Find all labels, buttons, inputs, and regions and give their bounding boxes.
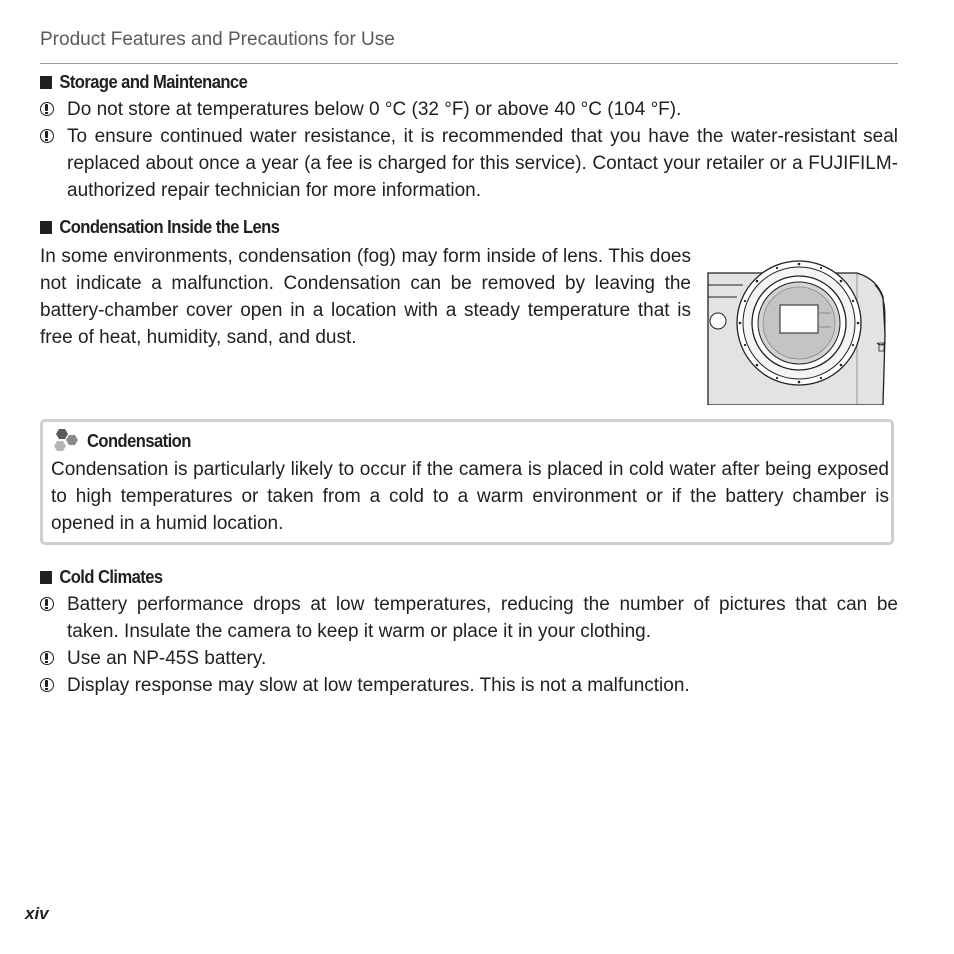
page-number: xiv — [25, 904, 49, 923]
running-header: Product Features and Precautions for Use — [40, 29, 395, 50]
list-item-text: Do not store at temperatures below 0 °C (32 °F) or above 40 °C (104 °F). — [67, 99, 682, 120]
square-bullet-icon — [40, 221, 52, 234]
list-item — [40, 672, 898, 699]
list-item-text: Display response may slow at low temperatures. This is not a malfunction. — [67, 675, 690, 696]
cold-climates-heading — [40, 567, 163, 588]
list-item-text: To ensure continued water resistance, it is recommended that you have the water-resistant seal replaced about once a year (a fee is charged for this service). Contact your retailer or a FUJIFILM-authorized repair technician for more information. — [67, 126, 898, 201]
header-divider — [40, 63, 898, 64]
caution-icon — [40, 597, 54, 611]
condensation-lens-heading — [40, 217, 279, 238]
list-item — [40, 591, 898, 645]
condensation-lens-heading-text: Condensation Inside the Lens — [59, 217, 280, 237]
cold-climates-list — [40, 591, 898, 699]
caution-icon — [40, 678, 54, 692]
caution-icon — [40, 129, 54, 143]
caution-icon — [40, 651, 54, 665]
list-item — [40, 123, 898, 204]
condensation-lens-paragraph: In some environments, condensation (fog) may form inside of lens. This does not indicate a malfunction. Condensation can be removed by leaving the battery-chamber cover open in a location with a steady temperature that is free of heat, humidity, sand, and dust. — [40, 246, 691, 348]
list-item — [40, 96, 898, 123]
list-item-text: Battery performance drops at low temperatures, reducing the number of pictures that can be taken. Insulate the camera to keep it warm or place it in your clothing. — [67, 594, 898, 642]
square-bullet-icon — [40, 571, 52, 584]
list-item — [40, 645, 898, 672]
note-box — [40, 419, 894, 545]
square-bullet-icon — [40, 76, 52, 89]
list-item-text: Use an NP-45S battery. — [67, 648, 267, 669]
camera-lens-illustration — [707, 255, 887, 405]
cold-climates-heading-text: Cold Climates — [59, 567, 163, 587]
caution-icon — [40, 102, 54, 116]
note-text: Condensation is particularly likely to occur if the camera is placed in cold water after being exposed to high temperatures or taken from a cold to a warm environment or if the battery chamber is opened in a humid location. — [51, 459, 889, 534]
note-title: Condensation — [87, 431, 191, 451]
storage-list — [40, 96, 898, 204]
storage-heading-text: Storage and Maintenance — [59, 72, 248, 92]
note-hexagon-icon — [51, 428, 81, 452]
storage-heading — [40, 72, 247, 93]
